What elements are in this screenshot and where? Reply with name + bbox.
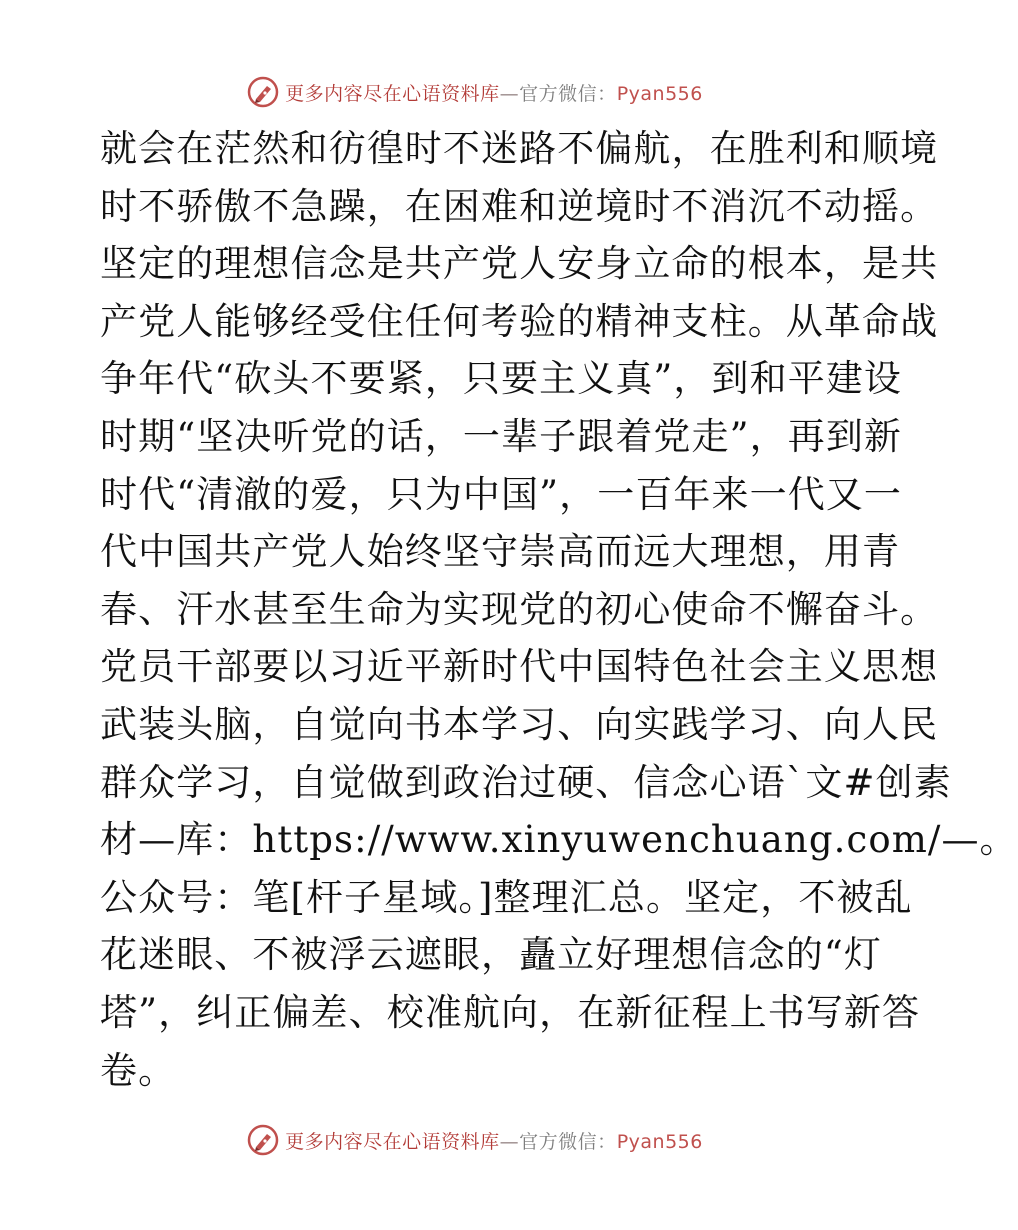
body-line: 材—库：https://www.xinyuwenchuang.com/—。 <box>100 818 1018 862</box>
header-dash: — <box>499 82 520 105</box>
body-line: 产党人能够经受住任何考验的精神支柱。从革命战 <box>100 299 939 343</box>
header-banner <box>0 72 950 112</box>
body-line: 花迷眼、不被浮云遮眼，矗立好理想信念的“灯 <box>100 933 883 977</box>
body-line: 时期“坚决听党的话，一辈子跟着党走”，再到新 <box>100 414 903 458</box>
footer-banner-text <box>285 1127 703 1154</box>
body-line: 群众学习，自觉做到政治过硬、信念心语`文#创素 <box>100 760 952 804</box>
pen-logo-icon <box>247 1124 279 1156</box>
footer-brand-text: 更多内容尽在心语资料库 <box>285 1130 500 1153</box>
body-line: 时代“清澈的爱，只为中国”，一百年来一代又一 <box>100 472 903 516</box>
body-line: 公众号：笔[杆子星域。]整理汇总。坚定，不被乱 <box>100 875 913 919</box>
document-body <box>100 120 1018 1099</box>
body-line: 春、汗水甚至生命为实现党的初心使命不懈奋斗。 <box>100 587 939 631</box>
header-wechat-id: Pyan556 <box>616 82 703 105</box>
body-line: 时不骄傲不急躁，在困难和逆境时不消沉不动摇。 <box>100 184 939 228</box>
footer-banner <box>0 1120 950 1160</box>
body-line: 塔”，纠正偏差、校准航向，在新征程上书写新答 <box>100 990 921 1034</box>
pen-logo-icon <box>247 76 279 108</box>
body-line: 武装头脑，自觉向书本学习、向实践学习、向人民 <box>100 702 939 746</box>
header-banner-text <box>285 79 703 106</box>
header-official-label: 官方微信： <box>519 82 617 105</box>
footer-dash: — <box>499 1130 520 1153</box>
body-line: 争年代“砍头不要紧，只要主义真”，到和平建设 <box>100 357 903 401</box>
body-line: 就会在茫然和彷徨时不迷路不偏航，在胜利和顺境 <box>100 127 939 170</box>
footer-wechat-id: Pyan556 <box>616 1130 703 1153</box>
body-line: 卷。 <box>100 1048 177 1092</box>
body-line: 代中国共产党人始终坚守崇高而远大理想，用青 <box>100 530 901 574</box>
body-line: 党员干部要以习近平新时代中国特色社会主义思想 <box>100 645 939 689</box>
body-line: 坚定的理想信念是共产党人安身立命的根本，是共 <box>100 242 939 286</box>
footer-official-label: 官方微信： <box>519 1130 617 1153</box>
header-brand-text: 更多内容尽在心语资料库 <box>285 82 500 105</box>
